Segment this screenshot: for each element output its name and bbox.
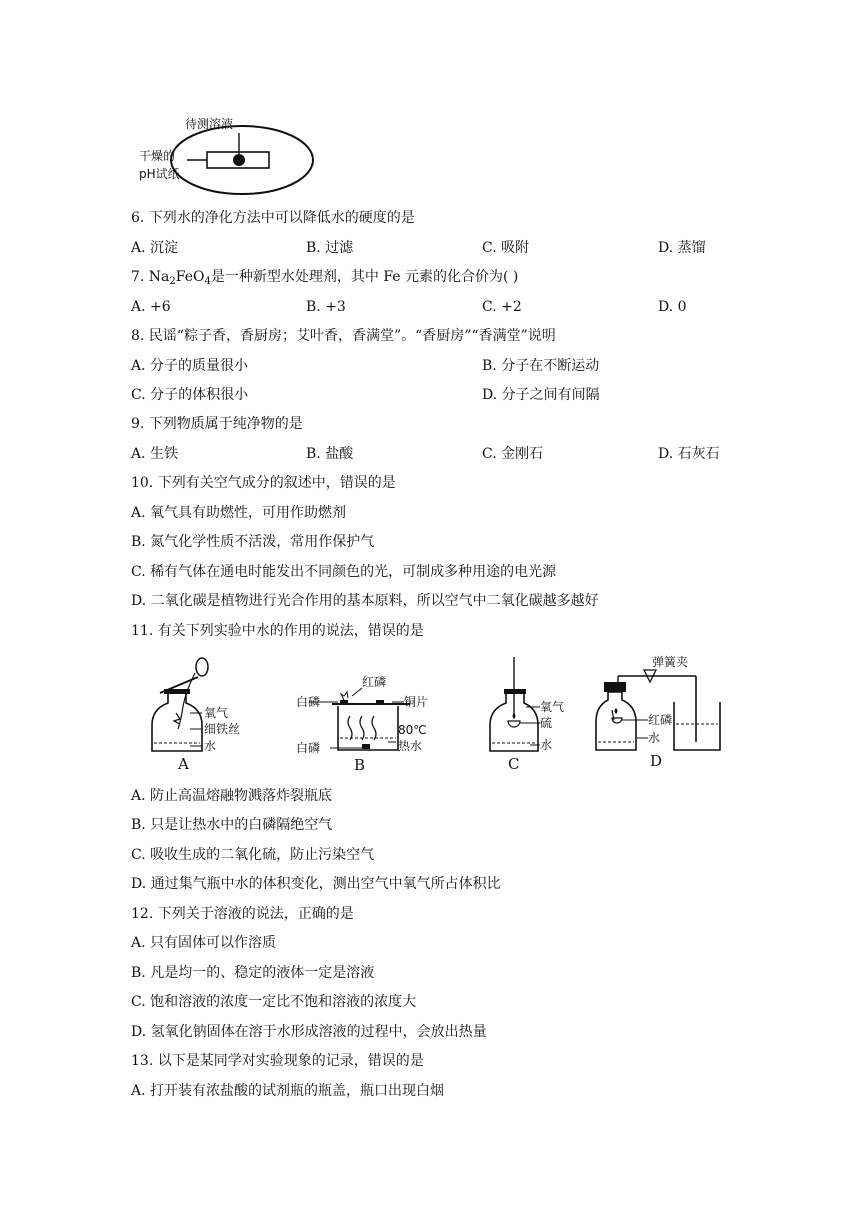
q10-option-c: C. 稀有气体在通电时能发出不同颜色的光，可制成多种用途的电光源 (131, 564, 557, 580)
q8-option-c: C. 分子的体积很小 (131, 387, 249, 403)
ph-solution-label: 待测溶液 (185, 117, 234, 131)
apparatus-a-iron-wire-label: 细铁丝 (204, 722, 241, 736)
q8-option-d: D. 分子之间有间隔 (482, 387, 600, 403)
q10-stem: 10. 下列有关空气成分的叙述中，错误的是 (131, 475, 396, 491)
q11-option-a: A. 防止高温熔融物溅落炸裂瓶底 (131, 788, 333, 804)
apparatus-a-oxygen-label: 氧气 (204, 706, 229, 720)
q9-option-b: B. 盐酸 (306, 446, 354, 462)
apparatus-b-hot-water-label: 热水 (398, 739, 423, 753)
apparatus-c-sulfur-label: 硫 (540, 716, 553, 730)
q7-option-b: B. +3 (306, 299, 346, 315)
q13-stem: 13. 以下是某同学对实验现象的记录，错误的是 (131, 1053, 424, 1069)
q7-option-a: A. +6 (131, 299, 171, 315)
q6-option-a: A. 沉淀 (131, 240, 179, 256)
q6-option-b: B. 过滤 (306, 240, 354, 256)
q9-option-c: C. 金刚石 (482, 446, 544, 462)
q8-stem: 8. 民谣“粽子香，香厨房；艾叶香，香满堂”。“香厨房”“香满堂”说明 (131, 328, 556, 344)
apparatus-c-figure (478, 655, 588, 775)
q8-option-b: B. 分子在不断运动 (482, 358, 600, 374)
q6-stem: 6. 下列水的净化方法中可以降低水的硬度的是 (131, 210, 415, 226)
q6-option-c: C. 吸附 (482, 240, 530, 256)
apparatus-d-red-phosphorus-label: 红磷 (648, 713, 673, 727)
ph-paper-label-1: 干燥的 (139, 149, 176, 163)
apparatus-a-figure (140, 655, 270, 775)
apparatus-b-temperature-label: 80℃ (398, 723, 427, 737)
q9-option-a: A. 生铁 (131, 446, 179, 462)
q11-stem: 11. 有关下列实验中水的作用的说法，错误的是 (131, 623, 424, 639)
apparatus-a-water-label: 水 (204, 739, 217, 753)
q10-option-d: D. 二氧化碳是植物进行光合作用的基本原料，所以空气中二氧化碳越多越好 (131, 593, 599, 609)
q13-option-a: A. 打开装有浓盐酸的试剂瓶的瓶盖，瓶口出现白烟 (131, 1083, 445, 1099)
q11-option-d: D. 通过集气瓶中水的体积变化，测出空气中氧气所占体积比 (131, 876, 501, 892)
q7-stem: 7. $Na_2FeO_4$是一种新型水处理剂，其中 Fe 元素的化合价为( ) (131, 269, 519, 287)
apparatus-b-copper-sheet-label: 铜片 (404, 695, 429, 709)
q12-option-d: D. 氢氧化钠固体在溶于水形成溶液的过程中，会放出热量 (131, 1024, 487, 1040)
ph-test-figure (135, 108, 320, 198)
apparatus-b-white-phosphorus-top-label: 白磷 (296, 695, 321, 709)
apparatus-b-red-phosphorus-label: 红磷 (362, 675, 387, 689)
q11-option-c: C. 吸收生成的二氧化硫，防止污染空气 (131, 847, 375, 863)
q6-option-d: D. 蒸馏 (658, 240, 706, 256)
q9-stem: 9. 下列物质属于纯净物的是 (131, 416, 303, 432)
q8-option-a: A. 分子的质量很小 (131, 358, 249, 374)
apparatus-d-figure (592, 652, 737, 774)
apparatus-c-oxygen-label: 氧气 (540, 700, 565, 714)
apparatus-d-water-label: 水 (648, 731, 661, 745)
apparatus-d-spring-clip-label: 弹簧夹 (652, 655, 689, 669)
q7-option-c: C. +2 (482, 299, 522, 315)
apparatus-b-figure (292, 662, 442, 777)
q12-option-b: B. 凡是均一的、稳定的液体一定是溶液 (131, 965, 375, 981)
q10-option-a: A. 氧气具有助燃性，可用作助燃剂 (131, 505, 347, 521)
q11-option-b: B. 只是让热水中的白磷隔绝空气 (131, 817, 333, 833)
apparatus-b-caption: B (354, 756, 366, 774)
ph-paper-label-2: pH试纸 (139, 167, 180, 181)
q10-option-b: B. 氮气化学性质不活泼，常用作保护气 (131, 534, 375, 550)
q7-option-d: D. 0 (658, 299, 687, 315)
q12-option-a: A. 只有固体可以作溶质 (131, 935, 277, 951)
apparatus-c-water-label: 水 (540, 738, 553, 752)
apparatus-d-caption: D (650, 752, 663, 770)
q12-stem: 12. 下列关于溶液的说法，正确的是 (131, 906, 354, 922)
apparatus-a-caption: A (178, 755, 189, 773)
q9-option-d: D. 石灰石 (658, 446, 720, 462)
q12-option-c: C. 饱和溶液的浓度一定比不饱和溶液的浓度大 (131, 994, 417, 1010)
apparatus-b-white-phosphorus-bottom-label: 白磷 (296, 741, 321, 755)
apparatus-c-caption: C (508, 755, 520, 773)
